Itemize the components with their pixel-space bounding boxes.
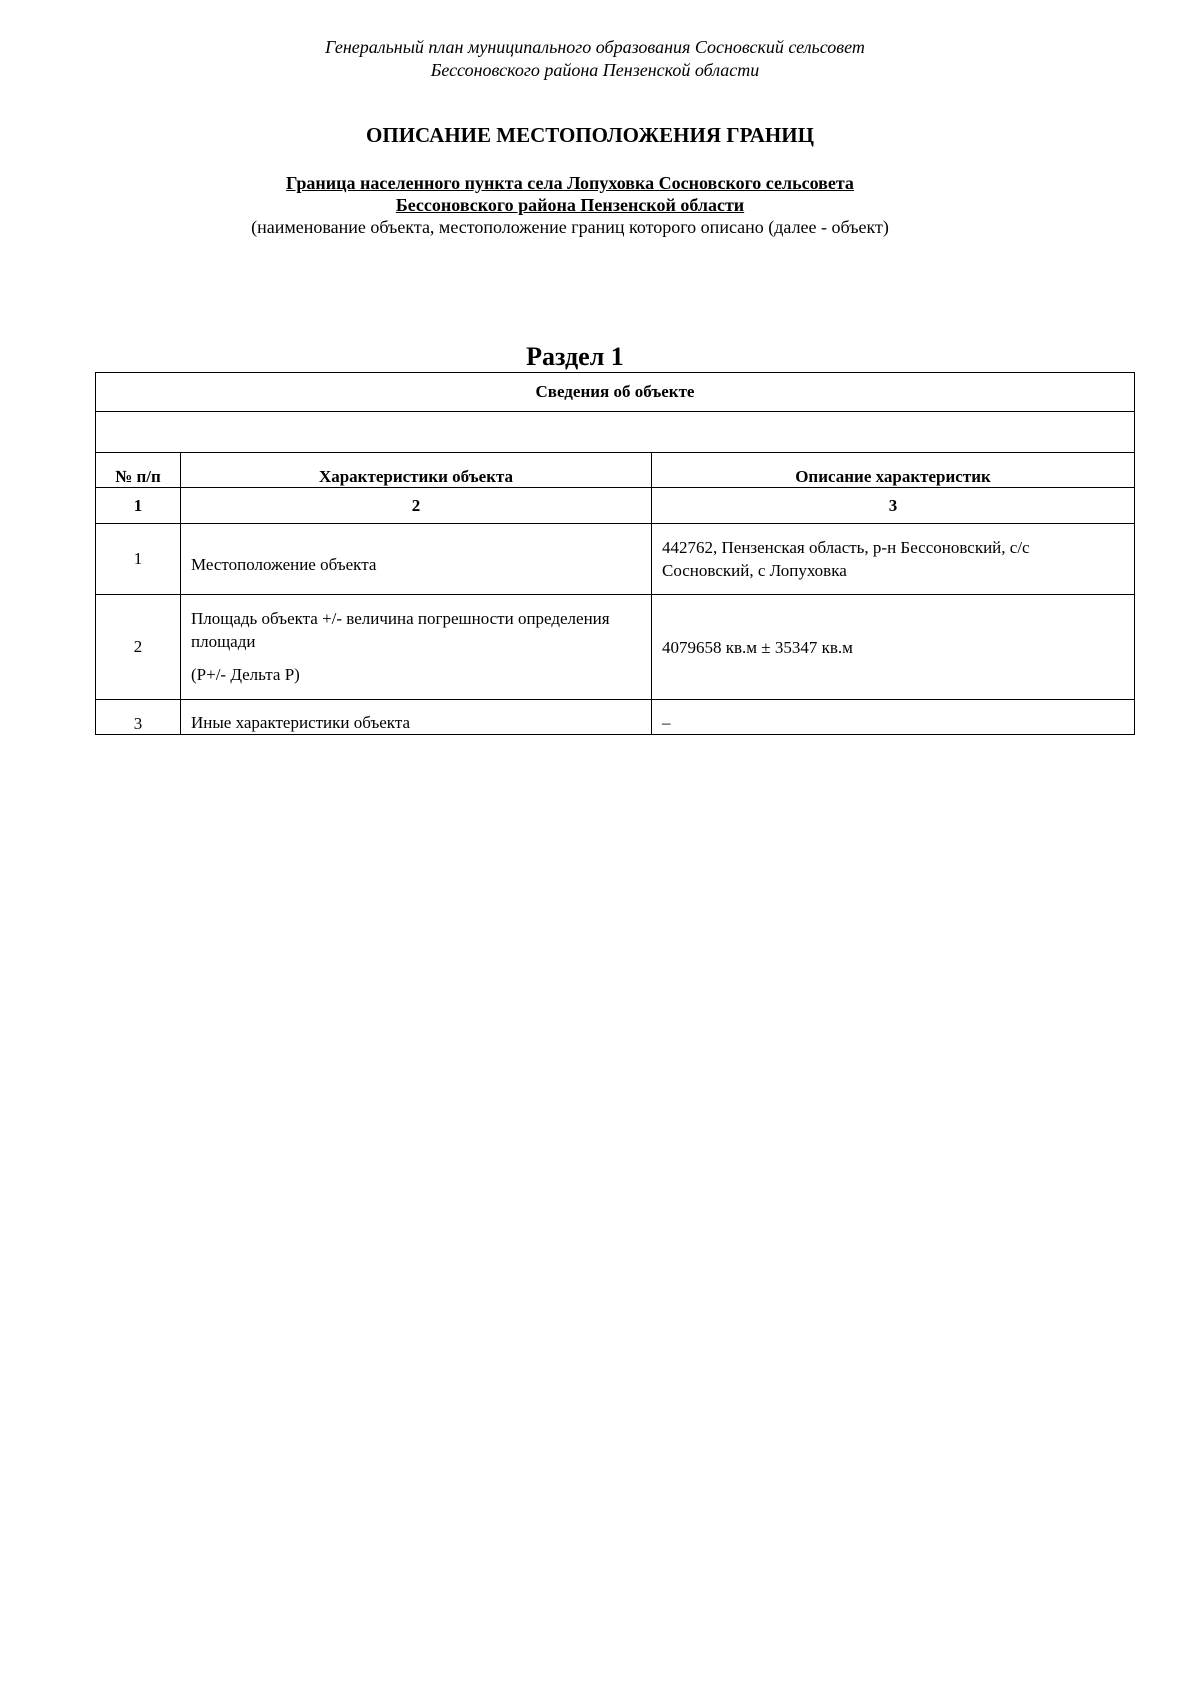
row-characteristic: Площадь объекта +/- величина погрешности определения площади: [191, 609, 610, 651]
column-number: 1: [96, 488, 181, 524]
row-characteristic-note: (Р+/- Дельта Р): [191, 665, 300, 684]
section-title: Раздел 1: [526, 342, 624, 371]
table-row: [96, 524, 1135, 595]
column-header-characteristic: Характеристики объекта: [181, 453, 652, 488]
column-header-description: Описание характеристик: [652, 453, 1135, 488]
row-number: 2: [96, 595, 181, 700]
table-header-row: [96, 453, 1135, 488]
table-empty-row: [96, 412, 1135, 453]
row-characteristic-cell: [181, 595, 652, 700]
table-row: [96, 700, 1135, 735]
row-description: 4079658 кв.м ± 35347 кв.м: [652, 595, 1135, 700]
row-characteristic: Местоположение объекта: [181, 524, 652, 595]
table-caption-row: [96, 373, 1135, 412]
column-number: 2: [181, 488, 652, 524]
row-number: 3: [96, 700, 181, 735]
row-number: 1: [96, 524, 181, 595]
document-header: [0, 36, 1190, 82]
row-description: –: [652, 700, 1135, 735]
document-title: ОПИСАНИЕ МЕСТОПОЛОЖЕНИЯ ГРАНИЦ: [366, 123, 814, 147]
header-line-1: Генеральный план муниципального образования Сосновский сельсовет: [325, 37, 865, 57]
column-header-number: № п/п: [96, 453, 181, 488]
row-characteristic: Иные характеристики объекта: [181, 700, 652, 735]
table-row: [96, 595, 1135, 700]
object-name: [0, 172, 1140, 216]
row-description: 442762, Пензенская область, р-н Бессоновский, с/с Сосновский, с Лопуховка: [652, 524, 1135, 595]
column-number: 3: [652, 488, 1135, 524]
column-numbers-row: [96, 488, 1135, 524]
header-line-2: Бессоновского района Пензенской области: [430, 60, 760, 80]
object-name-line-2: Бессоновского района Пензенской области: [395, 195, 745, 215]
table-caption: Сведения об объекте: [96, 373, 1135, 412]
object-name-caption: (наименование объекта, местоположение границ которого описано (далее - объект): [251, 217, 889, 237]
object-name-line-1: Граница населенного пункта села Лопуховка Сосновского сельсовета: [286, 173, 854, 193]
object-info-table: [95, 372, 1135, 735]
